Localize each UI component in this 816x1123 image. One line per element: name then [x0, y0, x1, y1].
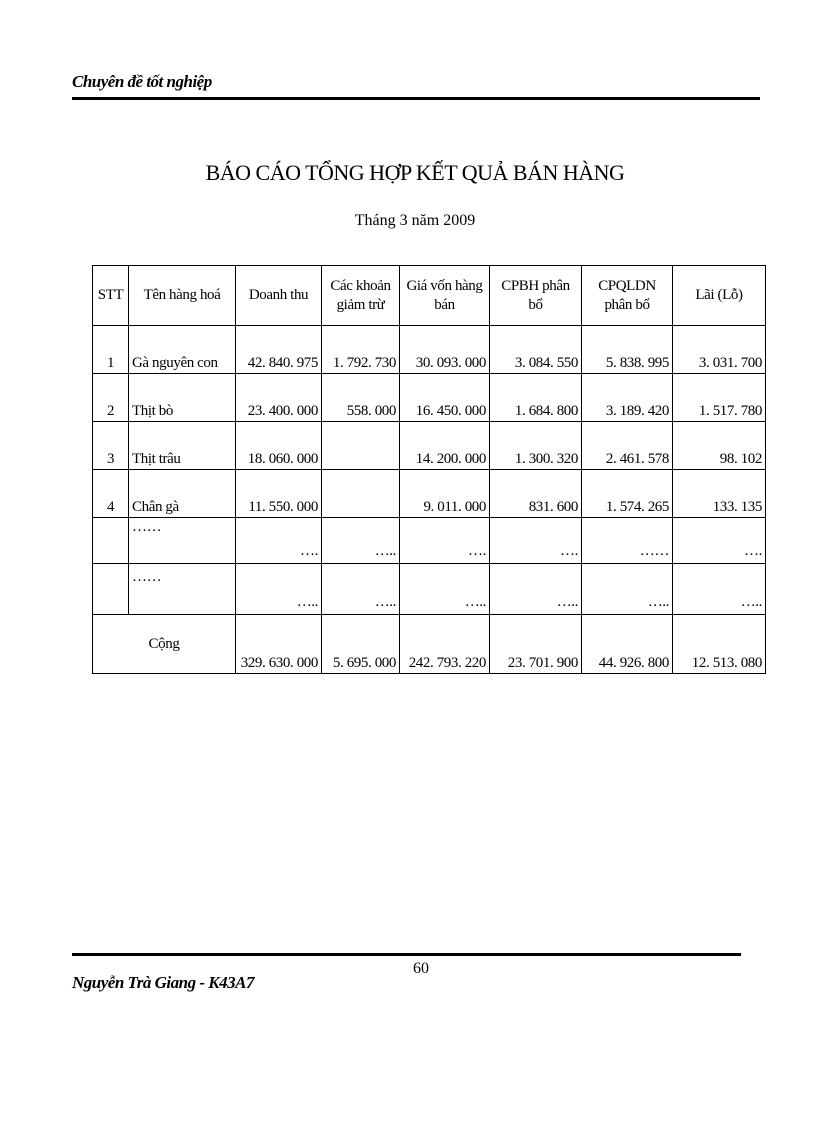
cell-profit-loss: 1. 517. 780	[673, 374, 766, 422]
cell-admin-expense: ……	[582, 518, 673, 564]
cell-product: Chân gà	[129, 470, 236, 518]
cell-product: Thịt trâu	[129, 422, 236, 470]
page-number: 60	[413, 960, 429, 977]
cell-revenue: ….	[236, 518, 322, 564]
table-header-row	[93, 266, 766, 326]
cell-stt: 4	[93, 470, 129, 518]
cell-selling-expense: …..	[490, 564, 582, 615]
total-selling-expense: 23. 701. 900	[490, 615, 582, 674]
cell-selling-expense: ….	[490, 518, 582, 564]
cell-profit-loss: ….	[673, 518, 766, 564]
cell-cogs: 30. 093. 000	[400, 326, 490, 374]
cell-admin-expense: …..	[582, 564, 673, 615]
column-header-deductions: Các khoản giảm trừ	[322, 266, 400, 326]
cell-revenue: 23. 400. 000	[236, 374, 322, 422]
cell-revenue: 11. 550. 000	[236, 470, 322, 518]
column-header-revenue: Doanh thu	[236, 266, 322, 326]
column-header-admin-expense: CPQLDN phân bổ	[582, 266, 673, 326]
cell-product: ……	[129, 518, 236, 564]
cell-revenue: …..	[236, 564, 322, 615]
column-header-product: Tên hàng hoá	[129, 266, 236, 326]
cell-stt: 3	[93, 422, 129, 470]
report-subtitle: Tháng 3 năm 2009	[354, 212, 476, 229]
cell-stt: 1	[93, 326, 129, 374]
cell-revenue: 18. 060. 000	[236, 422, 322, 470]
total-deductions: 5. 695. 000	[322, 615, 400, 674]
column-header-stt: STT	[93, 266, 129, 326]
cell-profit-loss: …..	[673, 564, 766, 615]
cell-admin-expense: 2. 461. 578	[582, 422, 673, 470]
cell-admin-expense: 3. 189. 420	[582, 374, 673, 422]
cell-revenue: 42. 840. 975	[236, 326, 322, 374]
cell-deductions	[322, 422, 400, 470]
header-rule	[72, 97, 760, 100]
cell-profit-loss: 3. 031. 700	[673, 326, 766, 374]
cell-cogs: 9. 011. 000	[400, 470, 490, 518]
cell-profit-loss: 133. 135	[673, 470, 766, 518]
cell-deductions: 1. 792. 730	[322, 326, 400, 374]
cell-selling-expense: 831. 600	[490, 470, 582, 518]
cell-admin-expense: 1. 574. 265	[582, 470, 673, 518]
table-row	[93, 470, 766, 518]
table-row	[93, 374, 766, 422]
column-header-profit-loss: Lãi (Lỗ)	[673, 266, 766, 326]
cell-cogs: ….	[400, 518, 490, 564]
column-header-selling-expense: CPBH phân bổ	[490, 266, 582, 326]
cell-deductions	[322, 470, 400, 518]
cell-selling-expense: 1. 684. 800	[490, 374, 582, 422]
cell-selling-expense: 1. 300. 320	[490, 422, 582, 470]
cell-stt	[93, 564, 129, 615]
cell-product: Thịt bò	[129, 374, 236, 422]
cell-stt	[93, 518, 129, 564]
total-label: Cộng	[93, 615, 236, 674]
header-title: Chuyên đề tốt nghiệp	[72, 72, 212, 91]
sales-summary-table	[92, 265, 766, 674]
total-admin-expense: 44. 926. 800	[582, 615, 673, 674]
cell-deductions: 558. 000	[322, 374, 400, 422]
table-total-row	[93, 615, 766, 674]
table-row	[93, 422, 766, 470]
cell-product: ……	[129, 564, 236, 615]
cell-cogs: 16. 450. 000	[400, 374, 490, 422]
table-row	[93, 326, 766, 374]
report-title: BÁO CÁO TỔNG HỢP KẾT QUẢ BÁN HÀNG	[205, 160, 625, 185]
table-row	[93, 518, 766, 564]
column-header-cogs: Giá vốn hàng bán	[400, 266, 490, 326]
table-row	[93, 564, 766, 615]
cell-selling-expense: 3. 084. 550	[490, 326, 582, 374]
footer-author: Nguyễn Trà Giang - K43A7	[72, 973, 254, 992]
footer-rule	[72, 953, 741, 956]
total-profit-loss: 12. 513. 080	[673, 615, 766, 674]
cell-deductions: …..	[322, 564, 400, 615]
total-revenue: 329. 630. 000	[236, 615, 322, 674]
cell-deductions: …..	[322, 518, 400, 564]
cell-cogs: 14. 200. 000	[400, 422, 490, 470]
cell-cogs: …..	[400, 564, 490, 615]
total-cogs: 242. 793. 220	[400, 615, 490, 674]
cell-product: Gà nguyên con	[129, 326, 236, 374]
cell-admin-expense: 5. 838. 995	[582, 326, 673, 374]
cell-profit-loss: 98. 102	[673, 422, 766, 470]
cell-stt: 2	[93, 374, 129, 422]
